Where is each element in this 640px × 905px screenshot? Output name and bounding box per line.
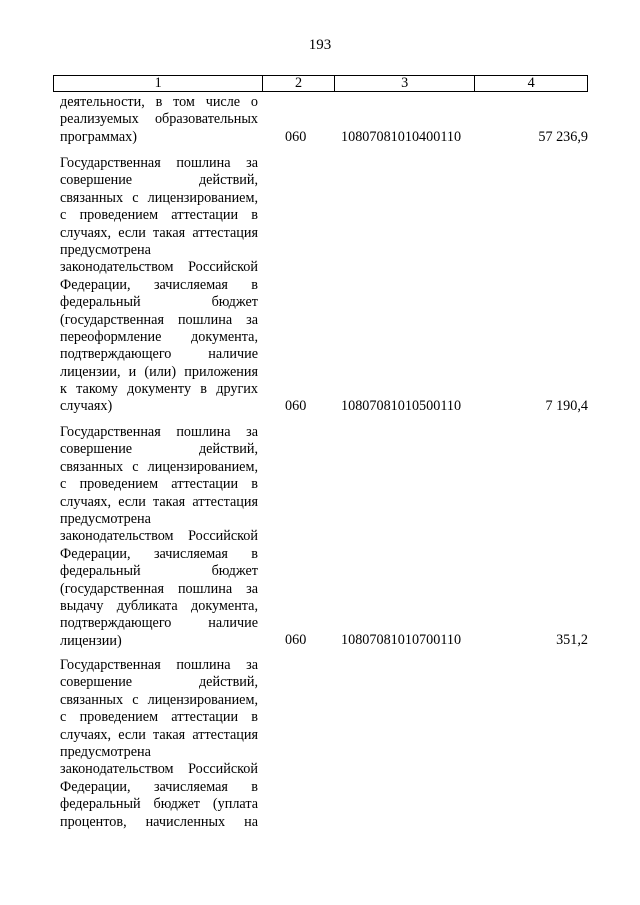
description-line: деятельности, в том числе о (60, 94, 258, 110)
description-line: предусмотрена (60, 510, 151, 527)
header-col-2: 2 (263, 76, 335, 91)
row-description (60, 424, 258, 650)
description-line: предусмотрена (60, 241, 151, 258)
description-line: процентов, начисленных на (60, 813, 258, 830)
description-line: случаях, если такая аттестация (60, 224, 258, 241)
description-line: программах) (60, 128, 137, 145)
description-line: Государственная пошлина за (60, 155, 258, 171)
description-line: выдачу дубликата документа, (60, 597, 258, 614)
description-line: предусмотрена (60, 743, 151, 760)
row-description (60, 657, 258, 831)
description-line: федеральный бюджет (60, 294, 258, 311)
description-line: федеральный бюджет (60, 563, 258, 580)
row-kbk: 10807081010400110 (341, 129, 462, 145)
description-line: Федерации, зачисляемая в (60, 778, 258, 795)
description-line: к такому документу в других (60, 381, 258, 398)
description-line: связанных с лицензированием, (60, 458, 258, 475)
description-line: с проведением аттестации в (60, 207, 258, 224)
description-line: совершение действий, (60, 674, 258, 691)
row-description (60, 155, 258, 416)
row-amount: 7 190,4 (545, 398, 588, 414)
description-line: совершение действий, (60, 441, 258, 458)
description-line: Государственная пошлина за (60, 424, 258, 440)
description-line: Федерации, зачисляемая в (60, 545, 258, 562)
description-line: федеральный бюджет (уплата (60, 796, 258, 813)
description-line: (государственная пошлина за (60, 311, 258, 328)
row-code: 060 (285, 129, 307, 145)
description-line: переоформление документа, (60, 328, 258, 345)
header-col-1: 1 (54, 76, 263, 91)
description-line: законодательством Российской (60, 528, 258, 545)
description-line: Государственная пошлина за (60, 657, 258, 673)
description-line: лицензии) (60, 632, 122, 649)
description-line: случаях, если такая аттестация (60, 493, 258, 510)
description-line: случаях, если такая аттестация (60, 726, 258, 743)
description-line: подтверждающего наличие (60, 615, 258, 632)
table-header (53, 75, 588, 92)
row-kbk: 10807081010500110 (341, 398, 462, 414)
description-line: связанных с лицензированием, (60, 691, 258, 708)
description-line: реализуемых образовательных (60, 111, 258, 128)
description-line: связанных с лицензированием, (60, 189, 258, 206)
description-line: лицензии, и (или) приложения (60, 363, 258, 380)
description-line: случаях) (60, 398, 113, 415)
description-line: с проведением аттестации в (60, 476, 258, 493)
row-code: 060 (285, 398, 307, 414)
description-line: (государственная пошлина за (60, 580, 258, 597)
description-line: законодательством Российской (60, 259, 258, 276)
description-line: законодательством Российской (60, 761, 258, 778)
description-line: с проведением аттестации в (60, 709, 258, 726)
description-line: Федерации, зачисляемая в (60, 276, 258, 293)
description-line: совершение действий, (60, 172, 258, 189)
row-kbk: 10807081010700110 (341, 632, 462, 648)
row-code: 060 (285, 632, 307, 648)
row-amount: 57 236,9 (538, 129, 588, 145)
page-number: 193 (308, 37, 332, 53)
header-col-3: 3 (335, 76, 475, 91)
description-line: подтверждающего наличие (60, 346, 258, 363)
row-amount: 351,2 (556, 632, 588, 648)
header-col-4: 4 (527, 75, 535, 91)
row-description (60, 94, 258, 146)
